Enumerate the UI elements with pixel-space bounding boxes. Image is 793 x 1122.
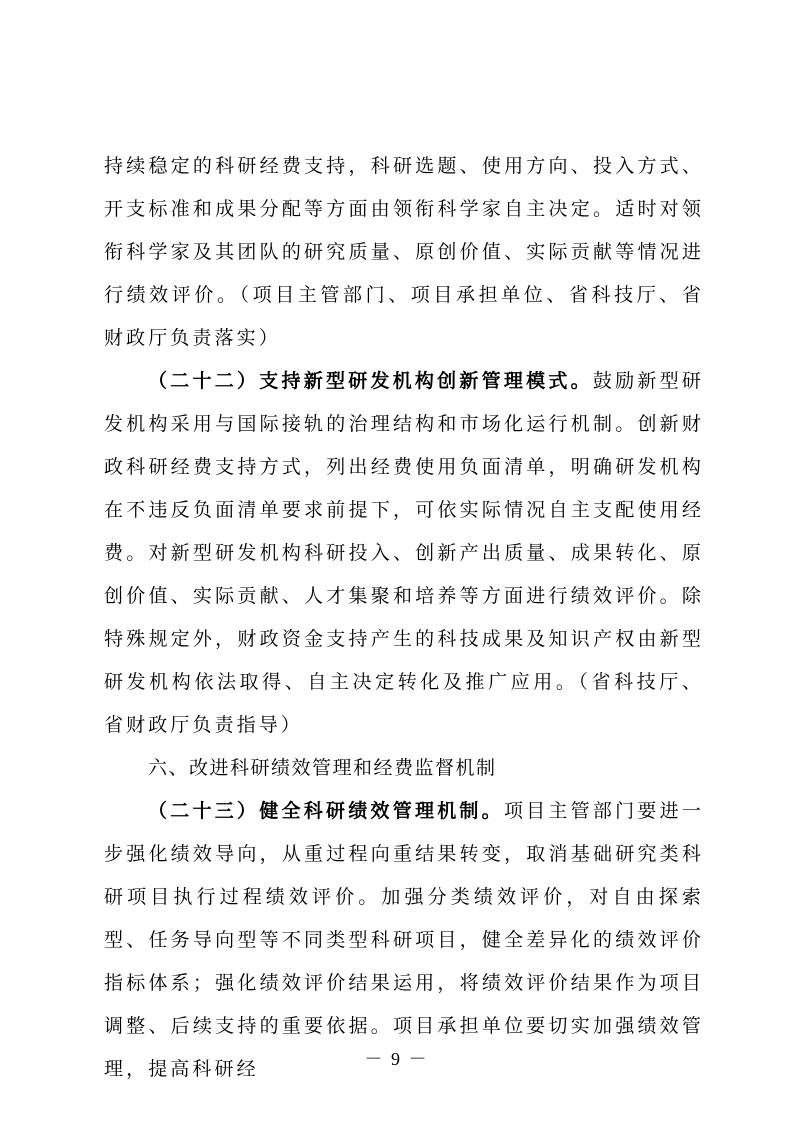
item-22-body: 鼓励新型研发机构采用与国际接轨的治理结构和市场化运行机制。创新财政科研经费支持方式，列出经费使用负面清单，明确研发机构在不违反负面清单要求前提下，可依实际情况自主支配使用经费。对新型研发机构科研投入、创新产出质量、成果转化、原创价值、实际贡献、人才集聚和培养等方面进行绩效评价。除特殊规定外，财政资金支持产生的科技成果及知识产权由新型研发机构依法取得、自主决定转化及推广应用。（省科技厅、省财政厅负责指导） (104, 370, 704, 736)
paragraph-continuation: 持续稳定的科研经费支持，科研选题、使用方向、投入方式、开支标准和成果分配等方面由领衔科学家自主决定。适时对领衔科学家及其团队的研究质量、原创价值、实际贡献等情况进行绩效评价。（项目主管部门、项目承担单位、省科技厅、省财政厅负责落实） (104, 155, 704, 349)
section-heading: 六、改进科研绩效管理和经费监督机制 (148, 757, 497, 779)
item-23-title: （二十三）健全科研绩效管理机制。 (148, 800, 504, 822)
page-number: － 9 － (364, 1049, 429, 1069)
item-23-body: 项目主管部门要进一步强化绩效导向，从重过程向重结果转变，取消基础研究类科研项目执行过程绩效评价。加强分类绩效评价，对自由探索型、任务导向型等不同类型科研项目，健全差异化的绩效评价指标体系；强化绩效评价结果运用，将绩效评价结果作为项目调整、后续支持的重要依据。项目承担单位要切实加强绩效管理，提高科研经 (104, 800, 704, 1080)
document-body (104, 145, 704, 1091)
item-22-title: （二十二）支持新型研发机构创新管理模式。 (148, 370, 593, 392)
paragraph-item-22 (104, 360, 704, 747)
